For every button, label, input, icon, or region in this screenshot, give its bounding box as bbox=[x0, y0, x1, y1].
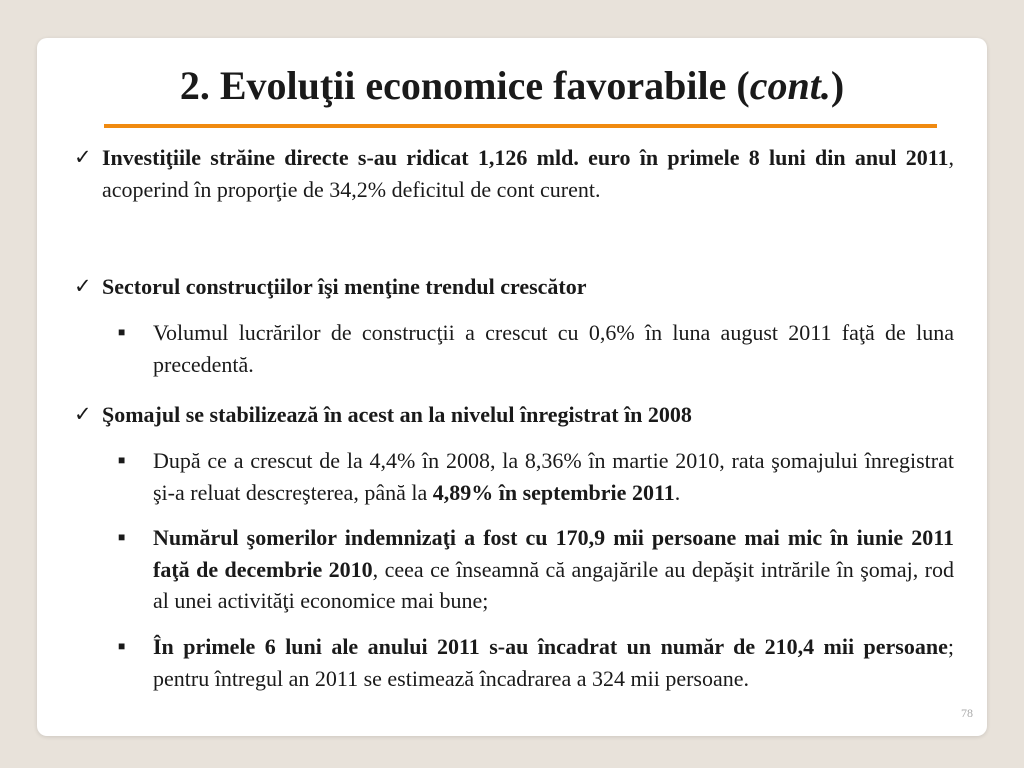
subbullet-employment-bold: În primele 6 luni ale anului 2011 s-au încadrat un număr de 210,4 mii persoane bbox=[153, 634, 948, 659]
checkmark-icon: ✓ bbox=[74, 402, 92, 426]
checkmark-icon: ✓ bbox=[74, 145, 92, 169]
subbullet-employment bbox=[118, 631, 954, 694]
bullet-investments-text: , acoperind în proporţie de 34,2% deficitul de cont curent. bbox=[102, 145, 954, 202]
page-number: 78 bbox=[961, 706, 973, 720]
bullet-investments bbox=[74, 142, 954, 205]
checkmark-icon: ✓ bbox=[74, 274, 92, 298]
bullet-unemployment-bold: Şomajul se stabilizează în acest an la nivelul înregistrat în 2008 bbox=[102, 402, 692, 427]
title-text: 2. Evoluţii economice favorabile ( bbox=[179, 63, 750, 108]
subbullet-unemployment-rate bbox=[118, 445, 954, 508]
square-bullet-icon: ■ bbox=[118, 530, 126, 544]
title-underline bbox=[104, 124, 937, 128]
bullet-unemployment bbox=[74, 399, 954, 431]
subbullet-count-text: , ceea ce înseamnă că angajările au depăşit intrările în şomaj, rod al unei activităţi economice mai bune; bbox=[153, 556, 954, 613]
slide-title bbox=[37, 63, 987, 108]
subbullet-rate-text: După ce a crescut de la 4,4% în 2008, la 8,36% în martie 2010, rata şomajului înregistrat şi-a reluat descreşterea, până la bbox=[153, 448, 954, 505]
bullet-construction bbox=[74, 271, 954, 303]
square-bullet-icon: ■ bbox=[118, 325, 126, 339]
bullet-investments-bold: Investiţiile străine directe s-au ridicat 1,126 mld. euro în primele 8 luni din anul 2011 bbox=[102, 145, 949, 170]
subbullet-rate-end: . bbox=[674, 479, 681, 505]
bullet-construction-bold: Sectorul construcţiilor îşi menţine trendul crescător bbox=[102, 274, 587, 299]
subbullet-rate-bold: 4,89% în septembrie 2011 bbox=[432, 479, 675, 505]
slide bbox=[37, 38, 987, 736]
title-italic-text: cont. bbox=[749, 63, 831, 108]
square-bullet-icon: ■ bbox=[118, 639, 126, 653]
subbullet-unemployed-count bbox=[118, 522, 954, 617]
square-bullet-icon: ■ bbox=[118, 453, 126, 467]
subbullet-construction-text: Volumul lucrărilor de construcţii a crescut cu 0,6% în luna august 2011 faţă de luna precedentă. bbox=[153, 320, 954, 377]
title-suffix: ) bbox=[830, 63, 845, 108]
subbullet-construction-volume bbox=[118, 317, 954, 380]
subbullet-employment-text: ; pentru întregul an 2011 se estimează încadrarea a 324 mii persoane. bbox=[153, 634, 954, 691]
subbullet-count-bold: Numărul şomerilor indemnizaţi a fost cu 170,9 mii persoane mai mic în iunie 2011 faţă de decembrie 2010 bbox=[153, 525, 954, 582]
